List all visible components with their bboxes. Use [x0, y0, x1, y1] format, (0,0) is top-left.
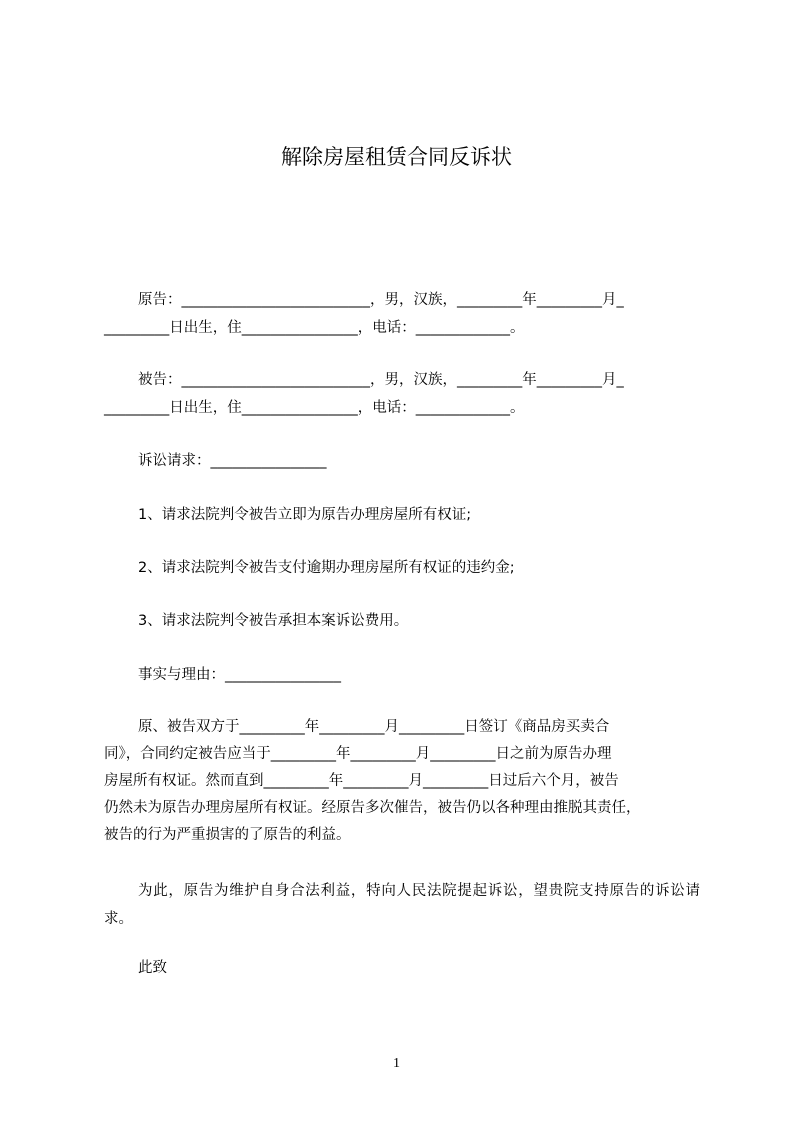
facts-line-1: 原、被告双方于_________年_________月_________日签订《商品房买卖合 — [138, 719, 610, 735]
defendant-line-1: 被告：__________________________，男，汉族，_________年_________月_ — [138, 372, 624, 388]
page-number: 1 — [393, 1056, 400, 1071]
plaintiff-line-2: _________日出生，住________________，电话：_____________。 — [104, 320, 525, 336]
document-title: 解除房屋租赁合同反诉状 — [281, 145, 512, 169]
facts-line-5: 被告的行为严重损害的了原告的利益。 — [104, 827, 351, 843]
defendant-line-2: _________日出生，住________________，电话：_____________。 — [104, 400, 525, 416]
claims-heading: 诉讼请求：________________ — [138, 453, 327, 469]
claim-item-1: 1、请求法院判令被告立即为原告办理房屋所有权证; — [138, 507, 472, 523]
claim-item-3: 3、请求法院判令被告承担本案诉讼费用。 — [138, 613, 409, 629]
conclusion-paragraph: 为此，原告为维护自身合法利益，特向人民法院提起诉讼，望贵院支持原告的诉讼请求。 — [104, 883, 700, 927]
facts-line-3: 房屋所有权证。然而直到_________年_________月_________日过后六个月，被告 — [104, 773, 619, 789]
facts-heading: 事实与理由：________________ — [138, 667, 341, 683]
claim-item-2: 2、请求法院判令被告支付逾期办理房屋所有权证的违约金; — [138, 560, 515, 576]
facts-line-2: 同》，合同约定被告应当于_________年_________月_________日之前为原告办理 — [104, 746, 612, 762]
facts-line-4: 仍然未为原告办理房屋所有权证。经原告多次催告，被告仍以各种理由推脱其责任， — [104, 800, 641, 816]
plaintiff-line-1: 原告：__________________________，男，汉族，_________年_________月_ — [138, 292, 624, 308]
closing-text: 此致 — [138, 960, 167, 976]
